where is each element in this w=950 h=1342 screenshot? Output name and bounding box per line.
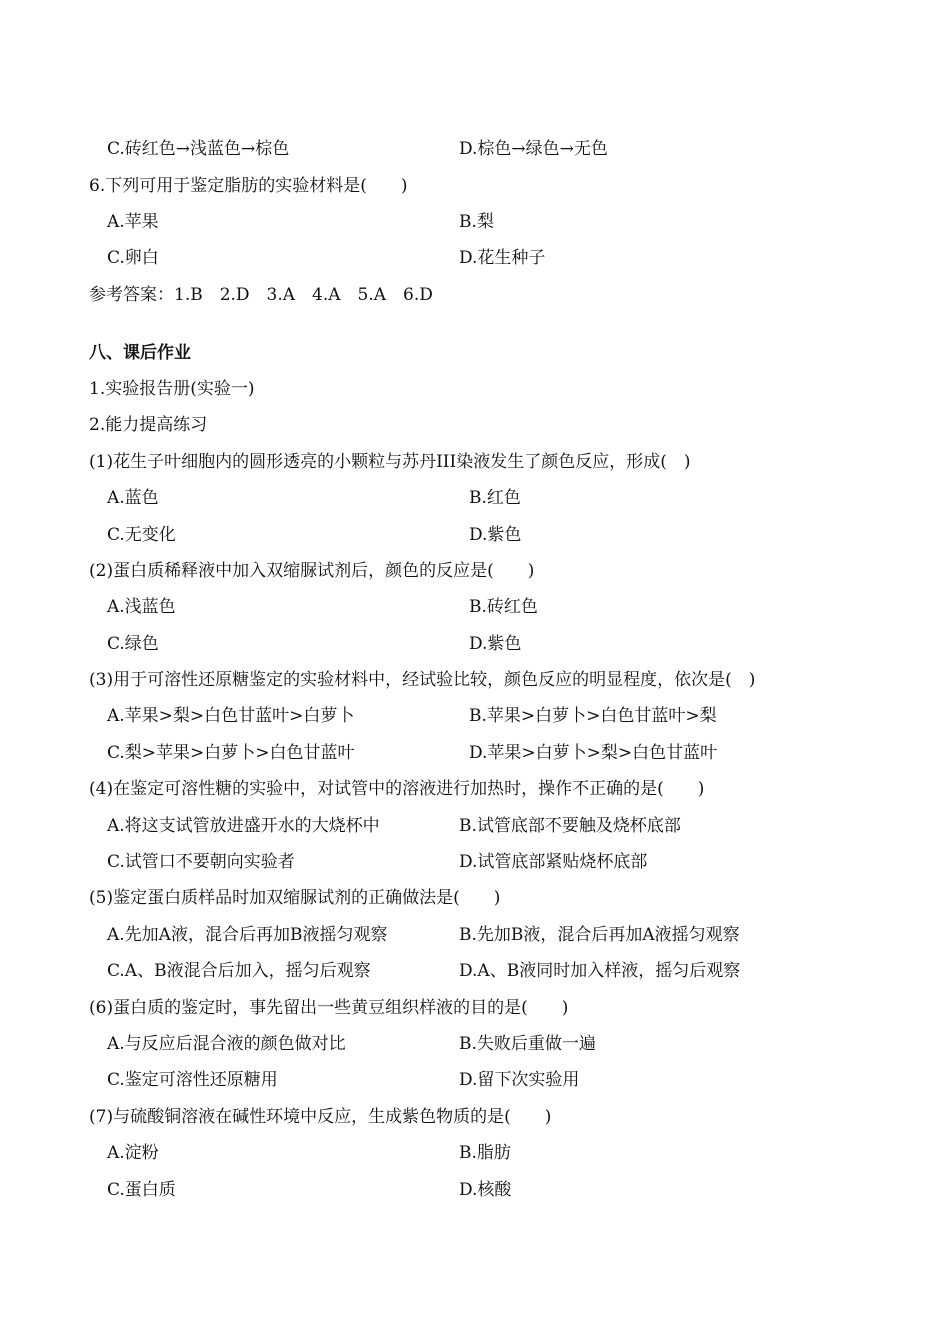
practice-1-option-b: B.红色 (469, 488, 521, 508)
practice-5-option-c: C.A、B液混合后加入，摇匀后观察 (107, 961, 371, 981)
practice-7-option-d: D.核酸 (459, 1180, 512, 1200)
practice-3-option-a: A.苹果>梨>白色甘蓝叶>白萝卜 (107, 706, 355, 726)
practice-5-option-a: A.先加A液，混合后再加B液摇匀观察 (107, 925, 388, 945)
practice-7-option-c: C.蛋白质 (107, 1180, 176, 1200)
practice-6-option-d: D.留下次实验用 (459, 1070, 580, 1090)
practice-6-option-a: A.与反应后混合液的颜色做对比 (107, 1034, 346, 1054)
practice-2-option-d: D.紫色 (469, 634, 522, 654)
practice-4-stem: (4)在鉴定可溶性糖的实验中，对试管中的溶液进行加热时，操作不正确的是( ) (89, 779, 705, 799)
practice-5-stem: (5)鉴定蛋白质样品时加双缩脲试剂的正确做法是( ) (89, 888, 501, 908)
question-6-option-a: A.苹果 (107, 212, 159, 232)
practice-3-option-c: C.梨>苹果>白萝卜>白色甘蓝叶 (107, 743, 355, 763)
practice-2-option-c: C.绿色 (107, 634, 159, 654)
practice-3-option-b: B.苹果>白萝卜>白色甘蓝叶>梨 (469, 706, 717, 726)
prev-option-d: D.棕色→绿色→无色 (459, 139, 608, 159)
homework-item-1: 1.实验报告册(实验一) (89, 379, 255, 399)
practice-4-option-c: C.试管口不要朝向实验者 (107, 852, 295, 872)
practice-4-option-a: A.将这支试管放进盛开水的大烧杯中 (107, 816, 380, 836)
question-6-option-b: B.梨 (459, 212, 494, 232)
practice-6-stem: (6)蛋白质的鉴定时，事先留出一些黄豆组织样液的目的是( ) (89, 998, 569, 1018)
question-6-option-c: C.卵白 (107, 248, 159, 268)
question-6-stem: 6.下列可用于鉴定脂肪的实验材料是( ) (89, 176, 408, 196)
answer-key: 参考答案：1.B 2.D 3.A 4.A 5.A 6.D (89, 285, 433, 305)
practice-5-option-b: B.先加B液，混合后再加A液摇匀观察 (459, 925, 740, 945)
practice-4-option-b: B.试管底部不要触及烧杯底部 (459, 816, 681, 836)
practice-7-option-b: B.脂肪 (459, 1143, 511, 1163)
practice-3-stem: (3)用于可溶性还原糖鉴定的实验材料中，经试验比较，颜色反应的明显程度，依次是( ) (89, 670, 756, 690)
homework-item-2: 2.能力提高练习 (89, 415, 208, 435)
practice-6-option-b: B.失败后重做一遍 (459, 1034, 596, 1054)
practice-7-option-a: A.淀粉 (107, 1143, 159, 1163)
practice-1-option-d: D.紫色 (469, 525, 522, 545)
practice-2-option-a: A.浅蓝色 (107, 597, 176, 617)
practice-1-stem: (1)花生子叶细胞内的圆形透亮的小颗粒与苏丹III染液发生了颜色反应，形成( ) (89, 452, 691, 472)
section-heading: 八、课后作业 (89, 343, 191, 363)
practice-3-option-d: D.苹果>白萝卜>梨>白色甘蓝叶 (469, 743, 718, 763)
practice-1-option-c: C.无变化 (107, 525, 176, 545)
question-6-option-d: D.花生种子 (459, 248, 546, 268)
practice-1-option-a: A.蓝色 (107, 488, 159, 508)
practice-5-option-d: D.A、B液同时加入样液，摇匀后观察 (459, 961, 741, 981)
practice-6-option-c: C.鉴定可溶性还原糖用 (107, 1070, 278, 1090)
practice-2-stem: (2)蛋白质稀释液中加入双缩脲试剂后，颜色的反应是( ) (89, 561, 535, 581)
practice-7-stem: (7)与硫酸铜溶液在碱性环境中反应，生成紫色物质的是( ) (89, 1107, 552, 1127)
practice-4-option-d: D.试管底部紧贴烧杯底部 (459, 852, 648, 872)
prev-option-c: C.砖红色→浅蓝色→棕色 (107, 139, 290, 159)
practice-2-option-b: B.砖红色 (469, 597, 538, 617)
